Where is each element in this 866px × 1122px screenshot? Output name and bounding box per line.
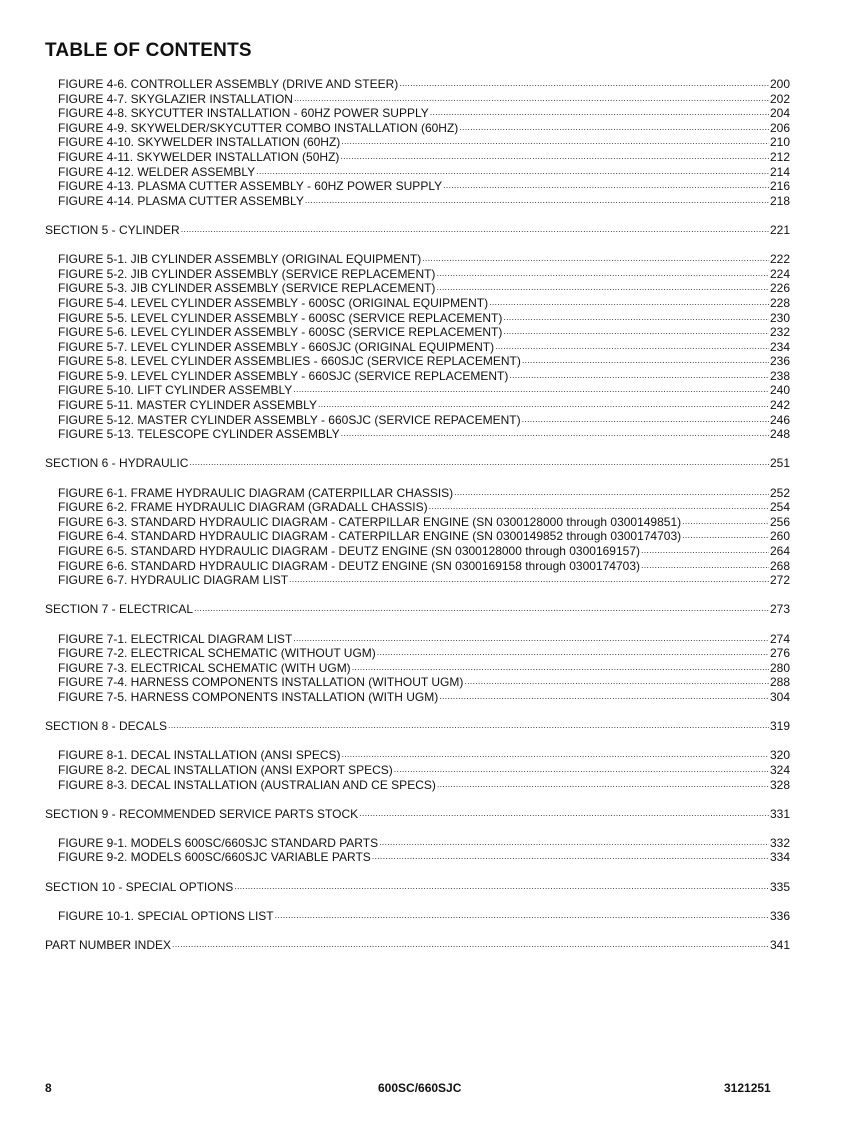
toc-entry-label: FIGURE 8-2. DECAL INSTALLATION (ANSI EXPORT SPECS) — [58, 762, 393, 777]
dot-leader — [340, 148, 769, 164]
toc-entry-label: FIGURE 6-3. STANDARD HYDRAULIC DIAGRAM - CATERPILLAR ENGINE (SN 0300128000 through 0300149851) — [58, 514, 682, 529]
toc-entry-label: FIGURE 8-1. DECAL INSTALLATION (ANSI SPECS) — [58, 748, 341, 763]
toc-entry-page: 320 — [769, 748, 790, 763]
dot-leader — [436, 265, 769, 281]
toc-entry-label: FIGURE 7-3. ELECTRICAL SCHEMATIC (WITH UGM) — [58, 660, 351, 675]
dot-leader — [464, 673, 769, 689]
dot-leader — [641, 542, 769, 558]
page-title: TABLE OF CONTENTS — [45, 40, 252, 61]
toc-entry-page: 341 — [769, 938, 790, 953]
dot-leader — [172, 936, 769, 952]
toc-entry-page: 206 — [769, 120, 790, 135]
toc-entry-label: FIGURE 6-7. HYDRAULIC DIAGRAM LIST — [58, 573, 289, 588]
footer-doc-number: 3121251 — [724, 1081, 771, 1095]
toc-entry-page: 218 — [769, 193, 790, 208]
dot-leader — [256, 163, 769, 179]
dot-leader — [341, 425, 769, 441]
toc-entry-page: 256 — [769, 514, 790, 529]
dot-leader — [352, 659, 769, 675]
toc-entry-label: FIGURE 9-2. MODELS 600SC/660SJC VARIABLE PARTS — [58, 850, 371, 865]
dot-leader — [289, 571, 769, 587]
toc-entry-page: 272 — [769, 573, 790, 588]
toc-section-entry[interactable] — [45, 223, 790, 238]
toc-entry-label: FIGURE 5-1. JIB CYLINDER ASSEMBLY (ORIGINAL EQUIPMENT) — [58, 252, 422, 267]
toc-entry-page: 268 — [769, 558, 790, 573]
toc-entry-label: FIGURE 5-13. TELESCOPE CYLINDER ASSEMBLY — [58, 427, 340, 442]
dot-leader — [489, 294, 769, 310]
toc-entry-page: 204 — [769, 106, 790, 121]
toc-entry-label: FIGURE 4-8. SKYCUTTER INSTALLATION - 60HZ POWER SUPPLY — [58, 106, 429, 121]
dot-leader — [194, 600, 769, 616]
toc-entry-label: FIGURE 4-12. WELDER ASSEMBLY — [58, 164, 256, 179]
toc-entry-page: 252 — [769, 485, 790, 500]
toc-entry-label: FIGURE 7-1. ELECTRICAL DIAGRAM LIST — [58, 631, 293, 646]
toc-entry-page: 335 — [769, 879, 790, 894]
dot-leader — [189, 454, 769, 470]
dot-leader — [429, 498, 769, 514]
toc-section-entry[interactable] — [45, 602, 790, 617]
dot-leader — [342, 746, 769, 762]
dot-leader — [341, 133, 769, 149]
toc-entry-page: 260 — [769, 529, 790, 544]
toc-entry-page: 274 — [769, 631, 790, 646]
toc-entry-page: 328 — [769, 777, 790, 792]
toc-entry-label: FIGURE 4-6. CONTROLLER ASSEMBLY (DRIVE AND STEER) — [58, 77, 399, 91]
toc-figure-entry[interactable] — [45, 427, 790, 442]
dot-leader — [234, 878, 769, 894]
toc-entry-page: 276 — [769, 646, 790, 661]
dot-leader — [294, 90, 769, 106]
toc-entry-page: 242 — [769, 398, 790, 413]
dot-leader — [305, 192, 769, 208]
dot-leader — [439, 688, 769, 704]
toc-entry-page: 319 — [769, 719, 790, 734]
dot-leader — [641, 557, 769, 573]
toc-entry-label: FIGURE 4-10. SKYWELDER INSTALLATION (60HZ) — [58, 135, 341, 150]
toc-entry-page: 228 — [769, 295, 790, 310]
toc-entry-page: 331 — [769, 806, 790, 821]
toc-entry-label: FIGURE 7-2. ELECTRICAL SCHEMATIC (WITHOUT UGM) — [58, 646, 376, 661]
toc-entry-label: FIGURE 6-1. FRAME HYDRAULIC DIAGRAM (CATERPILLAR CHASSIS) — [58, 485, 454, 500]
toc-entry-label: FIGURE 5-4. LEVEL CYLINDER ASSEMBLY - 600SC (ORIGINAL EQUIPMENT) — [58, 295, 489, 310]
toc-entry-label: SECTION 8 - DECALS — [45, 719, 168, 734]
toc-entry-label: FIGURE 5-12. MASTER CYLINDER ASSEMBLY - 660SJC (SERVICE REPACEMENT) — [58, 412, 521, 427]
dot-leader — [168, 717, 769, 733]
toc-entry-page: 230 — [769, 310, 790, 325]
dot-leader — [293, 630, 769, 646]
dot-leader — [377, 644, 769, 660]
toc-entry-page: 224 — [769, 266, 790, 281]
toc-entry-label: FIGURE 4-13. PLASMA CUTTER ASSEMBLY - 60HZ POWER SUPPLY — [58, 179, 443, 194]
toc-entry-label: FIGURE 6-5. STANDARD HYDRAULIC DIAGRAM - DEUTZ ENGINE (SN 0300128000 through 0300169157) — [58, 544, 640, 558]
toc-entry-page: 248 — [769, 427, 790, 442]
toc-entry-label: SECTION 5 - CYLINDER — [45, 222, 180, 237]
toc-entry-label: SECTION 10 - SPECIAL OPTIONS — [45, 879, 234, 894]
toc-entry-label: FIGURE 9-1. MODELS 600SC/660SJC STANDARD PARTS — [58, 835, 379, 850]
toc-figure-entry[interactable] — [45, 515, 790, 530]
dot-leader — [443, 177, 769, 193]
toc-entry-page: 304 — [769, 689, 790, 704]
toc-entry-label: FIGURE 7-4. HARNESS COMPONENTS INSTALLATION (WITHOUT UGM) — [58, 675, 464, 690]
footer-model: 600SC/660SJC — [378, 1081, 462, 1095]
toc-entry-label: FIGURE 5-6. LEVEL CYLINDER ASSEMBLY - 600SC (SERVICE REPLACEMENT) — [58, 325, 503, 340]
toc-entry-label: PART NUMBER INDEX — [45, 938, 172, 953]
toc-entry-page: 236 — [769, 354, 790, 369]
toc-entry-label: FIGURE 4-7. SKYGLAZIER INSTALLATION — [58, 91, 293, 106]
toc-entry-page: 232 — [769, 325, 790, 340]
dot-leader — [318, 396, 769, 412]
toc-entry-label: FIGURE 5-7. LEVEL CYLINDER ASSEMBLY - 660SJC (ORIGINAL EQUIPMENT) — [58, 339, 495, 354]
toc-entry-page: 234 — [769, 339, 790, 354]
dot-leader — [509, 367, 769, 383]
dot-leader — [436, 279, 769, 295]
toc-figure-entry[interactable] — [45, 500, 790, 515]
toc-figure-entry[interactable] — [45, 850, 790, 865]
toc-section-entry[interactable] — [45, 938, 790, 953]
toc-entry-page: 332 — [769, 835, 790, 850]
toc-entry-label: FIGURE 4-14. PLASMA CUTTER ASSEMBLY — [58, 193, 304, 208]
toc-entry-label: FIGURE 5-5. LEVEL CYLINDER ASSEMBLY - 600SC (SERVICE REPLACEMENT) — [58, 310, 503, 325]
toc-figure-entry[interactable] — [45, 573, 790, 588]
toc-entry-page: 216 — [769, 179, 790, 194]
dot-leader — [495, 338, 769, 354]
toc-entry-label: FIGURE 4-11. SKYWELDER INSTALLATION (50HZ) — [58, 149, 340, 164]
toc-entry-label: SECTION 7 - ELECTRICAL — [45, 602, 194, 617]
toc-figure-entry[interactable] — [45, 194, 790, 209]
toc-entry-page: 212 — [769, 149, 790, 164]
toc-entry-label: SECTION 6 - HYDRAULIC — [45, 456, 189, 471]
table-of-contents — [45, 77, 790, 953]
toc-entry-page: 324 — [769, 762, 790, 777]
toc-entry-page: 280 — [769, 660, 790, 675]
toc-entry-page: 240 — [769, 383, 790, 398]
toc-figure-entry[interactable] — [45, 909, 790, 924]
toc-entry-label: FIGURE 4-9. SKYWELDER/SKYCUTTER COMBO INSTALLATION (60HZ) — [58, 120, 459, 135]
dot-leader — [399, 75, 769, 91]
toc-entry-page: 246 — [769, 412, 790, 427]
toc-entry-page: 334 — [769, 850, 790, 865]
toc-entry-label: FIGURE 6-4. STANDARD HYDRAULIC DIAGRAM - CATERPILLAR ENGINE (SN 0300149852 through 0300174703) — [58, 529, 682, 544]
dot-leader — [503, 309, 769, 325]
toc-entry-page: 210 — [769, 135, 790, 150]
toc-entry-label: FIGURE 5-11. MASTER CYLINDER ASSEMBLY — [58, 398, 317, 413]
toc-entry-page: 254 — [769, 500, 790, 515]
toc-entry-label: FIGURE 5-9. LEVEL CYLINDER ASSEMBLY - 660SJC (SERVICE REPLACEMENT) — [58, 368, 509, 383]
toc-entry-label: FIGURE 6-6. STANDARD HYDRAULIC DIAGRAM - DEUTZ ENGINE (SN 0300169158 through 0300174703) — [58, 558, 640, 573]
toc-entry-page: 222 — [769, 252, 790, 267]
dot-leader — [459, 119, 769, 135]
toc-entry-page: 273 — [769, 602, 790, 617]
dot-leader — [394, 761, 769, 777]
dot-leader — [437, 776, 769, 792]
toc-figure-entry[interactable] — [45, 778, 790, 793]
dot-leader — [372, 848, 769, 864]
toc-section-entry[interactable] — [45, 719, 790, 734]
dot-leader — [682, 527, 769, 543]
toc-entry-label: FIGURE 10-1. SPECIAL OPTIONS LIST — [58, 908, 274, 923]
toc-entry-label: FIGURE 5-10. LIFT CYLINDER ASSEMBLY — [58, 383, 293, 398]
footer-page-number: 8 — [45, 1081, 52, 1095]
toc-entry-label: SECTION 9 - RECOMMENDED SERVICE PARTS STOCK — [45, 806, 359, 821]
toc-entry-page: 226 — [769, 281, 790, 296]
dot-leader — [275, 907, 769, 923]
toc-entry-label: FIGURE 5-8. LEVEL CYLINDER ASSEMBLIES - 660SJC (SERVICE REPLACEMENT) — [58, 354, 521, 369]
dot-leader — [359, 805, 769, 821]
toc-entry-page: 336 — [769, 908, 790, 923]
toc-entry-page: 221 — [769, 222, 790, 237]
toc-entry-page: 238 — [769, 368, 790, 383]
toc-entry-label: FIGURE 7-5. HARNESS COMPONENTS INSTALLATION (WITH UGM) — [58, 689, 439, 704]
toc-entry-page: 264 — [769, 544, 790, 558]
toc-entry-page: 288 — [769, 675, 790, 690]
dot-leader — [430, 104, 769, 120]
toc-entry-page: 200 — [769, 77, 790, 91]
toc-entry-page: 251 — [769, 456, 790, 471]
dot-leader — [379, 834, 769, 850]
toc-entry-label: FIGURE 5-2. JIB CYLINDER ASSEMBLY (SERVICE REPLACEMENT) — [58, 266, 436, 281]
dot-leader — [422, 250, 769, 266]
toc-entry-page: 202 — [769, 91, 790, 106]
toc-section-entry[interactable] — [45, 880, 790, 895]
dot-leader — [522, 411, 769, 427]
dot-leader — [682, 513, 769, 529]
toc-entry-label: FIGURE 8-3. DECAL INSTALLATION (AUSTRALIAN AND CE SPECS) — [58, 777, 436, 792]
dot-leader — [454, 484, 769, 500]
toc-entry-label: FIGURE 5-3. JIB CYLINDER ASSEMBLY (SERVICE REPLACEMENT) — [58, 281, 436, 296]
dot-leader — [293, 381, 769, 397]
toc-entry-label: FIGURE 6-2. FRAME HYDRAULIC DIAGRAM (GRADALL CHASSIS) — [58, 500, 428, 515]
toc-entry-page: 214 — [769, 164, 790, 179]
toc-section-entry[interactable] — [45, 456, 790, 471]
dot-leader — [522, 352, 769, 368]
dot-leader — [503, 323, 769, 339]
dot-leader — [181, 221, 769, 237]
toc-figure-entry[interactable] — [45, 690, 790, 705]
toc-section-entry[interactable] — [45, 807, 790, 822]
